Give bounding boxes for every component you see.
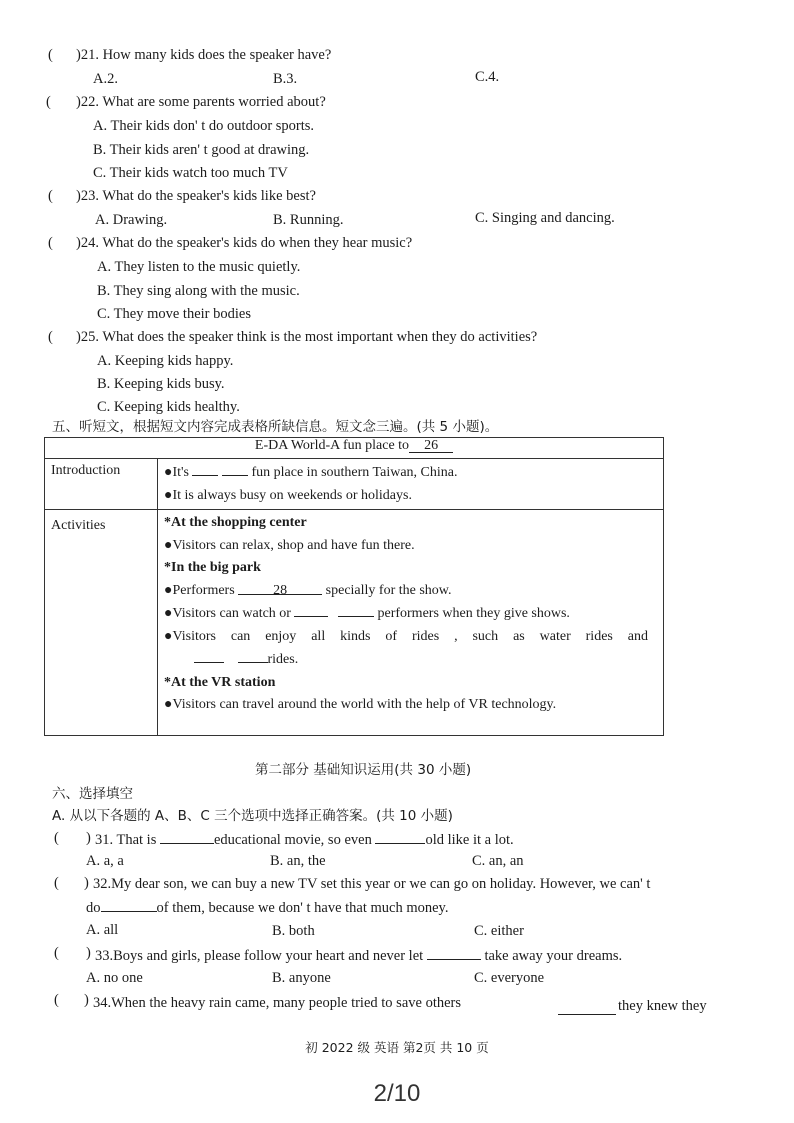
part-2-title: 第二部分 基础知识运用(共 30 小题) [255,762,472,778]
park-line-2-end: performers when they give shows. [377,606,570,621]
section-5-heading: 五、听短文，根据短文内容完成表格所缺信息。短文念三遍。(共 5 小题)。 [52,419,499,435]
park-line-3-word: ●Visitors [164,628,216,644]
park-line-4-end: rides. [267,652,299,667]
page-number: 2/10 [373,1080,421,1107]
answer-paren-close: ) [84,875,89,891]
question-24-stem: )24. What do the speaker's kids do when they hear music? [76,235,413,251]
intro-line-1-end: fun place in southern Taiwan, China. [251,465,458,480]
q34-text-start: 34.When the heavy rain came, many people tried to save others [93,995,462,1011]
park-line-3-word: kinds [340,628,371,644]
question-31-stem [95,829,514,850]
blank-27a[interactable] [192,461,218,476]
q25-option-b: B. Keeping kids busy. [97,376,225,392]
question-34-stem [93,993,461,1013]
q31-option-c: C. an, an [472,853,524,869]
q25-option-c: C. Keeping kids healthy. [97,399,240,415]
blank-27b[interactable] [222,461,248,476]
q32-option-b: B. both [272,923,315,939]
q33-text-start: 33.Boys and girls, please follow your heart and never let [95,948,424,964]
park-line-3-word: all [311,628,326,644]
q24-option-b: B. They sing along with the music. [97,283,300,299]
page-footer: 初 2022 级 英语 第2页 共 10 页 [305,1040,489,1055]
park-line-1-end: specially for the show. [325,582,452,598]
info-table [44,437,664,736]
q23-option-a: A. Drawing. [95,212,168,228]
shopping-heading: *At the shopping center [164,515,307,530]
q23-option-b: B. Running. [273,212,344,228]
q22-option-b: B. Their kids aren' t good at drawing. [93,142,310,158]
blank-28[interactable] [238,580,322,598]
question-32-line-2 [86,897,448,918]
q33-option-c: C. everyone [474,970,545,986]
q31-text-end: old like it a lot. [425,832,514,848]
answer-paren[interactable]: ( [48,235,53,251]
answer-paren-close: ) [86,830,91,846]
q24-option-a: A. They listen to the music quietly. [97,259,301,275]
sub-a-instructions: A. 从以下各题的 A、B、C 三个选项中选择正确答案。(共 10 小题) [52,808,453,824]
park-line-3-word: of [385,628,398,644]
answer-paren[interactable]: ( [46,94,51,110]
q21-option-a: A.2. [93,71,118,87]
blank-26-number: 26 [424,438,439,453]
q31-blank-1[interactable] [160,829,214,844]
park-line-3-word: water [539,628,571,644]
vr-line: ●Visitors can travel around the world with the help of VR technology. [164,697,557,712]
q34-blank[interactable] [558,1000,616,1015]
park-line-3-word: can [230,628,251,644]
q33-blank[interactable] [427,945,481,960]
table-title-text: E-DA World-A fun place to [254,438,410,453]
q32-option-a: A. all [86,922,119,938]
q32-blank[interactable] [101,897,157,912]
q31-option-a: A. a, a [86,853,124,869]
park-line-3-word: such [472,628,499,644]
park-line-3-word: rides [585,628,613,644]
park-heading: *In the big park [164,560,261,575]
q23-option-c: C. Singing and dancing. [475,210,615,226]
blank-30a[interactable] [194,648,224,663]
question-23-stem: )23. What do the speaker's kids like best? [76,188,316,204]
shopping-line: ●Visitors can relax, shop and have fun there. [164,537,415,553]
answer-paren-close: ) [86,945,91,961]
activities-cell [158,510,664,736]
park-line-3-word: rides [411,628,440,644]
answer-paren[interactable]: ( [48,47,53,63]
q32-option-c: C. either [474,923,524,939]
q21-option-b: B.3. [273,71,298,87]
activities-label: Activities [45,510,158,736]
intro-line-2: ●It is always busy on weekends or holidays. [164,487,412,503]
answer-paren[interactable]: ( [48,329,53,345]
q31-option-b: B. an, the [270,853,326,869]
intro-line-1 [164,461,657,485]
blank-26[interactable] [409,438,453,453]
q25-option-a: A. Keeping kids happy. [97,353,234,369]
park-line-3-word: , [454,628,458,644]
q33-option-b: B. anyone [272,970,331,986]
answer-paren-close: ) [84,992,89,1008]
q32-text-start: do [86,900,101,916]
park-line-3 [164,626,648,649]
park-line-2 [164,602,657,626]
park-line-3-word: and [627,628,648,644]
intro-cell [158,459,664,510]
q21-option-c: C.4. [475,69,500,85]
answer-paren-open[interactable]: ( [54,830,59,846]
park-line-2-start: ●Visitors can watch or [164,606,291,621]
answer-paren[interactable]: ( [48,188,53,204]
intro-label: Introduction [45,459,158,510]
question-25-stem: )25. What does the speaker think is the most important when they do activities? [76,329,538,345]
park-line-1 [164,580,657,603]
intro-line-1-start: ●It's [164,465,189,480]
park-line-1-start: ●Performers [164,582,235,598]
section-6-heading: 六、选择填空 [52,786,133,802]
blank-29b[interactable] [338,602,374,617]
q33-option-a: A. no one [86,970,143,986]
q24-option-c: C. They move their bodies [97,306,251,322]
question-22-stem: )22. What are some parents worried about? [76,94,326,110]
park-line-3-word: enjoy [265,628,297,644]
answer-paren-open[interactable]: ( [54,875,59,891]
park-line-4 [164,648,657,672]
answer-paren-open[interactable]: ( [54,945,59,961]
q31-blank-2[interactable] [375,829,425,844]
q22-option-a: A. Their kids don' t do outdoor sports. [93,118,315,134]
question-32-line-1: 32.My dear son, we can buy a new TV set this year or we can go on holiday. However, we can' t [93,876,651,892]
blank-28-number: 28 [273,582,288,598]
park-line-3-word: as [513,628,525,644]
q34-text-end: they knew they [618,998,707,1014]
q31-text-middle: educational movie, so even [213,832,372,848]
q22-option-c: C. Their kids watch too much TV [93,165,288,181]
blank-30b[interactable] [238,648,268,663]
q33-text-end: take away your dreams. [484,948,623,964]
table-title [45,438,664,459]
answer-paren-open[interactable]: ( [54,992,59,1008]
q32-text-end: of them, because we don' t have that much money. [156,900,449,916]
vr-heading: *At the VR station [164,674,276,690]
question-21-stem: )21. How many kids does the speaker have? [76,47,332,63]
blank-29a[interactable] [294,602,328,617]
question-33-stem [95,945,622,966]
q31-text-start: 31. That is [95,832,157,848]
